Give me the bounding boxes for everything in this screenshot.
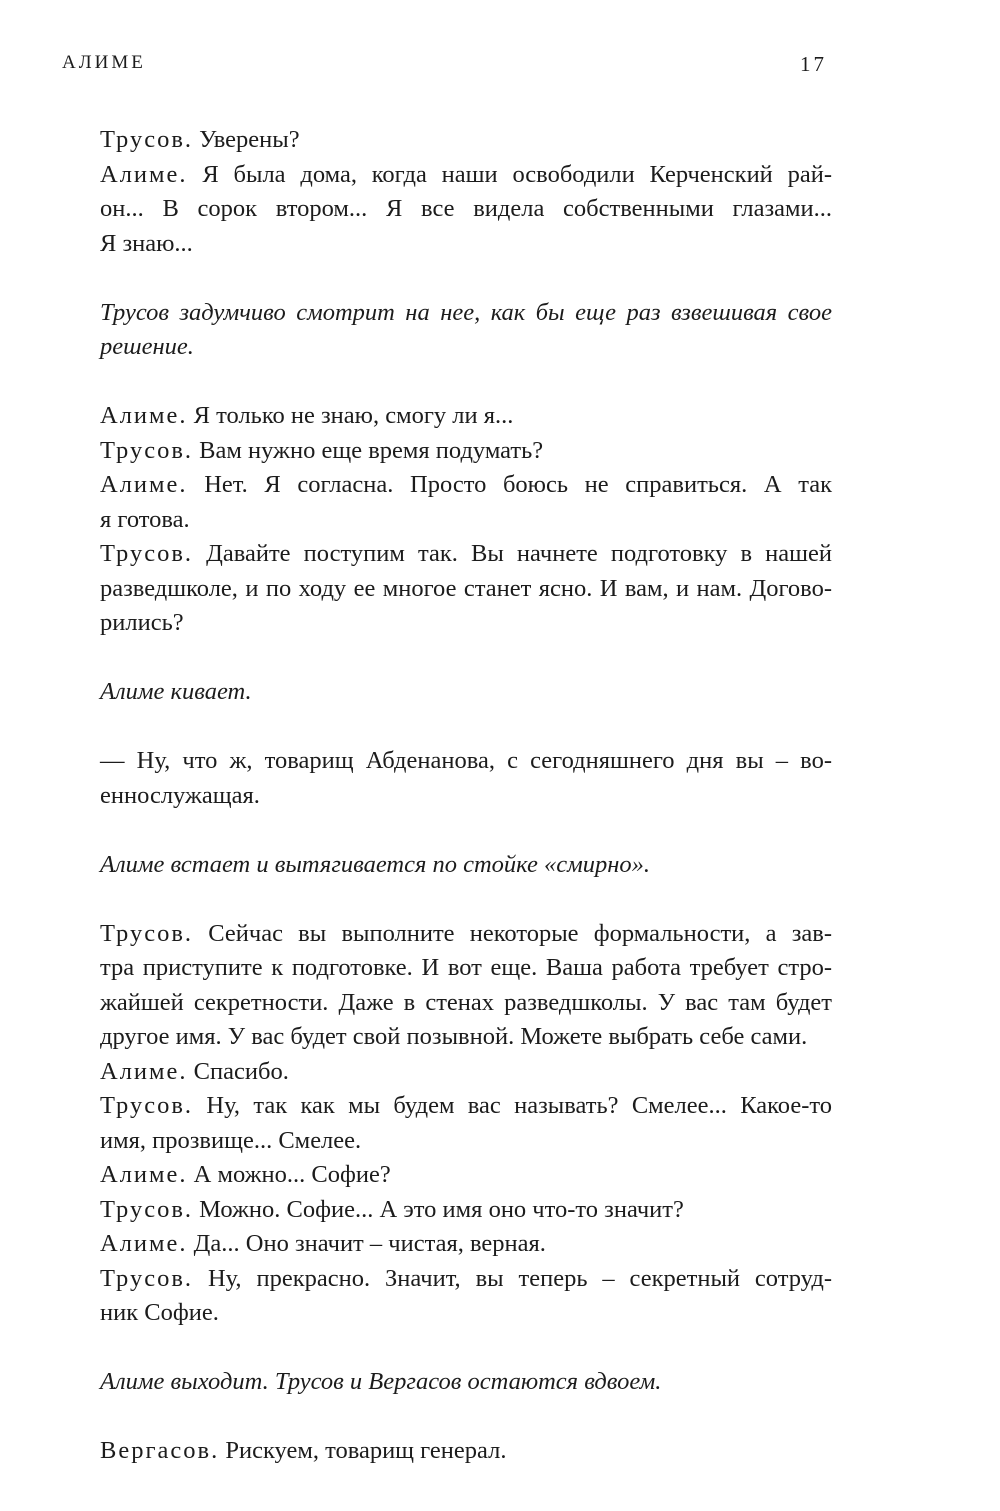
line-text: жайшей секретности. Даже в стенах разведшколы. У вас там будет — [100, 988, 832, 1016]
line-text: Сейчас вы выполните некоторые формальности, а зав- — [208, 919, 833, 947]
dialog-line — [100, 1227, 832, 1262]
speaker-name: Вергасов. — [100, 1437, 220, 1464]
page-body — [100, 123, 832, 1469]
dialog-line — [100, 158, 832, 262]
speaker-name: Алиме. — [100, 471, 188, 498]
stage-direction — [100, 296, 832, 365]
line-text: Алиме встает и вытягивается по стойке «смирно». — [100, 850, 651, 878]
speaker-name: Алиме. — [100, 1161, 188, 1188]
speaker-name: Трусов. — [100, 540, 194, 567]
speaker-name: Алиме. — [100, 1057, 188, 1085]
line-text: А можно... Софие? — [193, 1161, 391, 1188]
dialog-line — [100, 1434, 832, 1469]
dialog-line — [100, 468, 832, 537]
line-text: еннослужащая. — [100, 781, 260, 809]
line-text: он... В сорок втором... Я все видела собственными глазами... — [100, 195, 832, 222]
line-text: Спасибо. — [193, 1057, 289, 1085]
running-head: АЛИМЕ — [62, 52, 146, 73]
line-text: Алиме кивает. — [100, 678, 252, 705]
line-text: другое имя. У вас будет свой позывной. Можете выбрать себе сами. — [100, 1023, 808, 1050]
speaker-name: Трусов. — [100, 126, 194, 153]
speaker-name: Алиме. — [100, 402, 188, 429]
dialog-line — [100, 744, 832, 813]
speaker-name: Трусов. — [100, 436, 194, 464]
line-text: Давайте поступим так. Вы начнете подготовку в нашей — [206, 540, 832, 567]
speaker-name: Трусов. — [100, 919, 194, 947]
line-text: Можно. Софие... А это имя оно что-то значит? — [199, 1195, 684, 1223]
line-text: Да... Оно значит – чистая, верная. — [193, 1230, 546, 1257]
dialog-line — [100, 1193, 832, 1228]
dialog-line — [100, 434, 832, 469]
line-text: ник Софие. — [100, 1299, 219, 1326]
speaker-name: Трусов. — [100, 1264, 194, 1292]
dialog-line — [100, 537, 832, 641]
line-text: Я знаю... — [100, 229, 193, 257]
line-text: Алиме выходит. Трусов и Вергасов остаются вдвоем. — [100, 1368, 662, 1395]
line-text: тра приступите к подготовке. И вот еще. Ваша работа требует стро- — [100, 954, 832, 981]
line-text: разведшколе, и по ходу ее многое станет ясно. И вам, и нам. Догово- — [100, 574, 832, 602]
line-text: я готова. — [100, 505, 190, 533]
line-text: Я была дома, когда наши освободили Керченский рай- — [202, 160, 833, 188]
dialog-line — [100, 1089, 832, 1158]
line-text: рились? — [100, 609, 184, 636]
speaker-name: Алиме. — [100, 1230, 188, 1257]
line-text: имя, прозвище... Смелее. — [100, 1126, 362, 1154]
line-text: Рискуем, товарищ генерал. — [225, 1437, 507, 1464]
dialog-line — [100, 917, 832, 1055]
dialog-line — [100, 1262, 832, 1331]
page-number: 17 — [800, 52, 827, 76]
dialog-line — [100, 123, 832, 158]
dialog-line — [100, 1158, 832, 1193]
stage-direction — [100, 1365, 832, 1400]
line-text: решение. — [100, 333, 194, 360]
speaker-name: Алиме. — [100, 160, 188, 188]
speaker-name: Трусов. — [100, 1092, 194, 1119]
stage-direction — [100, 848, 832, 883]
line-text: Ну, так как мы будем вас называть? Смелее... Какое-то — [206, 1092, 833, 1119]
line-text: Ну, прекрасно. Значит, вы теперь – секретный сотруд- — [207, 1264, 832, 1292]
line-text: Вам нужно еще время подумать? — [199, 436, 544, 464]
line-text: Нет. Я согласна. Просто боюсь не справиться. А так — [204, 471, 832, 498]
line-text: Я только не знаю, смогу ли я... — [193, 402, 514, 429]
dialog-line — [100, 1055, 832, 1090]
stage-direction — [100, 675, 832, 710]
line-text: Уверены? — [199, 126, 300, 153]
line-text: — Ну, что ж, товарищ Абденанова, с сегодняшнего дня вы – во- — [100, 747, 832, 774]
line-text: Трусов задумчиво смотрит на нее, как бы еще раз взвешивая свое — [100, 298, 832, 326]
dialog-line — [100, 399, 832, 434]
speaker-name: Трусов. — [100, 1195, 194, 1223]
